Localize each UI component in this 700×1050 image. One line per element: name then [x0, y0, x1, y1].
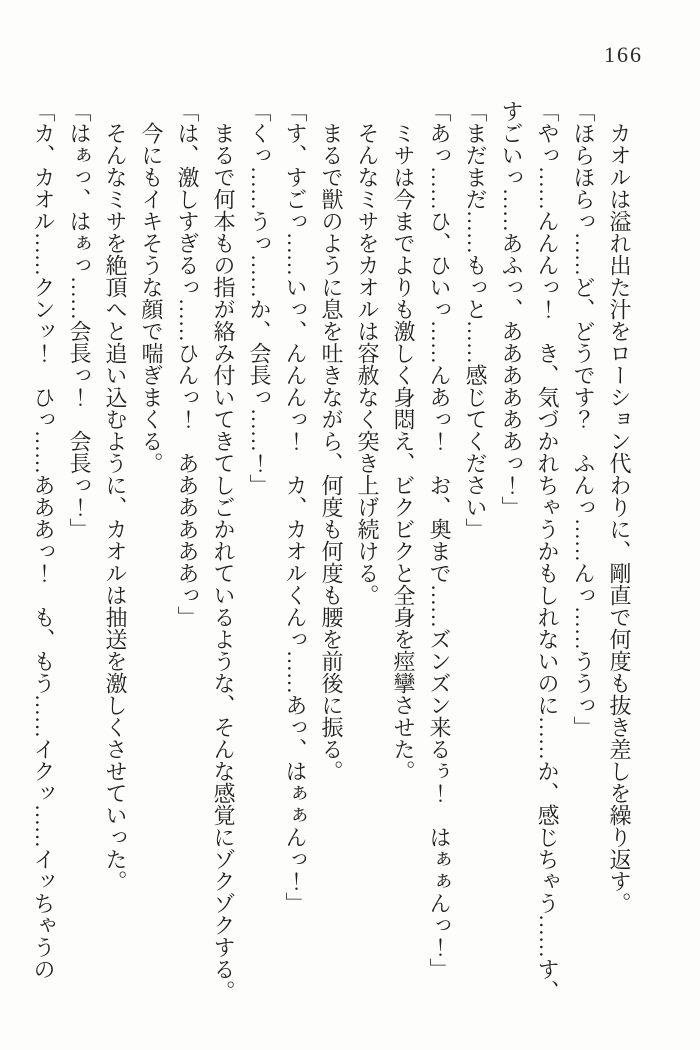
- paragraph-4: 「まだまだ……もっと……感じてください」: [463, 100, 488, 540]
- paragraph-12: 「は、激しすぎるっ……ひんっ！ ああああああっ」: [175, 100, 200, 628]
- paragraph-6: ミサは今までよりも激しく身悶え、ビクビクと全身を痙攣させた。: [391, 122, 416, 782]
- paragraph-15: 「はぁっ、はぁっ……会長っ！ 会長っ！」: [67, 100, 92, 540]
- paragraph-10: 「くっ……うっ……か、会長っ……！」: [247, 100, 272, 496]
- paragraph-1: カオルは溢れ出た汁をローション代わりに、剛直で何度も抜き差しを繰り返す。: [607, 122, 632, 914]
- paragraph-14: そんなミサを絶頂へと追い込むように、カオルは抽送を激しくさせていった。: [103, 122, 128, 892]
- paragraph-2: 「ほらほらっ……ど、どうです？ ふんっ……んっ……ううっ」: [571, 100, 596, 738]
- page-number: 166: [604, 42, 643, 67]
- paragraph-9: 「す、すごっ……いっ、んんんっ！ カ、カオルくんっ……あっ、はぁぁんっ！」: [283, 100, 308, 914]
- paragraph-5: 「あっ……ひ、ひいっ……んあっ！ お、奥まで……ズンズン来るぅ！ はぁぁんっ！」: [427, 100, 452, 980]
- paragraph-3: 「やっ……んんんっ！ き、気づかれちゃうかもしれないのに……か、感じちゃう……す、すごいっ……あふっ、ああああああっ！」: [499, 100, 560, 1002]
- paragraph-16: 「カ、カオル……クンッ！ ひっ……あああっ！ も、もう……イクッ……イッちゃうの: [31, 100, 56, 980]
- paragraph-11: まるで何本もの指が絡み付いてきてしごかれているような、そんな感覚にゾクゾクする。: [211, 122, 236, 1002]
- novel-text-block: [25, 100, 637, 1012]
- paragraph-13: 今にもイキそうな顔で喘ぎまくる。: [139, 122, 164, 474]
- paragraph-7: そんなミサをカオルは容赦なく突き上げ続ける。: [355, 122, 380, 606]
- paragraph-8: まるで獣のように息を吐きながら、何度も何度も腰を前後に振る。: [319, 122, 344, 782]
